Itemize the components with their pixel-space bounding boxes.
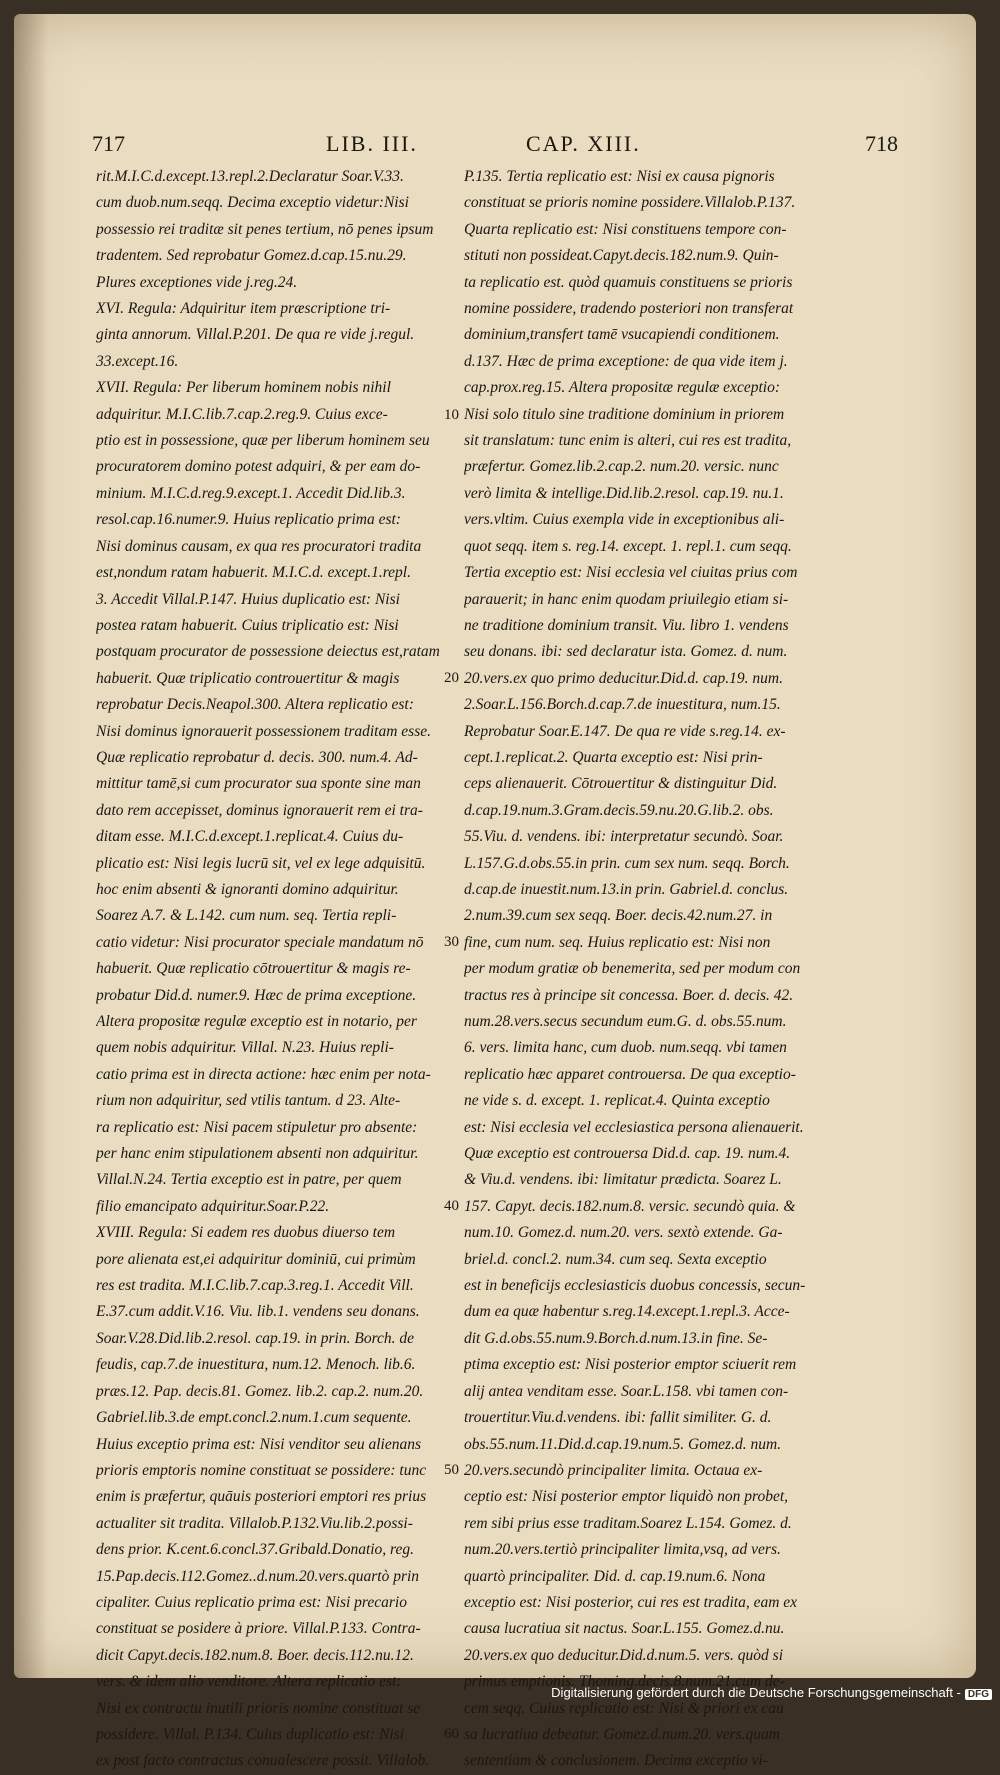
- text-line: Gabriel.lib.3.de empt.concl.2.num.1.cum sequente.: [96, 1409, 412, 1427]
- dfg-logo: DFG: [965, 1689, 992, 1700]
- text-line: 20.vers.ex quo primo deducitur.Did.d. cap.19. num.: [464, 669, 783, 687]
- text-line: dato rem accepisset, dominus ignorauerit rem ei tra-: [96, 801, 423, 819]
- text-line: trouertitur.Viu.d.vendens. ibi: fallit similiter. G. d.: [464, 1409, 772, 1427]
- text-line: tradentem. Sed reprobatur Gomez.d.cap.15.nu.29.: [96, 247, 407, 265]
- text-line: filio emancipato adquiritur.Soar.P.22.: [96, 1197, 330, 1215]
- text-line: replicatio hæc apparet controuersa. De qua exceptio-: [464, 1065, 796, 1083]
- text-line: minium. M.I.C.d.reg.9.except.1. Accedit Did.lib.3.: [96, 484, 406, 502]
- text-line: primus emptionis. Thoming.decis.8.num.21.cum de-: [464, 1673, 785, 1691]
- text-line: vers. & idem alio venditore. Altera replicatio est:: [96, 1673, 402, 1691]
- text-line: resol.cap.16.numer.9. Huius replicatio prima est:: [96, 511, 401, 529]
- text-line: Nisi solo titulo sine traditione dominium in priorem: [464, 405, 785, 423]
- line-number: 10: [444, 406, 459, 423]
- text-line: E.37.cum addit.V.16. Viu. lib.1. vendens seu donans.: [96, 1303, 420, 1321]
- text-line: rium non adquiritur, sed vtilis tantum. d 23. Alte-: [96, 1092, 401, 1110]
- text-line: possidere. Villal. P.134. Cuius duplicatio est: Nisi: [96, 1725, 404, 1743]
- text-line: num.10. Gomez.d. num.20. vers. sextò extende. Ga-: [464, 1224, 783, 1242]
- text-line: cum duob.num.seqq. Decima exceptio videtur:Nisi: [96, 194, 409, 212]
- text-line: possessio rei traditæ sit penes tertium, nō penes ipsum: [96, 220, 434, 238]
- text-line: sit translatum: tunc enim is alteri, cui res est tradita,: [464, 432, 792, 450]
- text-line: P.135. Tertia replicatio est: Nisi ex causa pignoris: [464, 168, 775, 185]
- text-line: catio prima est in directa actione: hæc enim per nota-: [96, 1065, 431, 1083]
- text-column-right: [464, 164, 812, 1775]
- text-line: constituat se prioris nomine possidere.Villalob.P.137.: [464, 194, 796, 212]
- text-line: ne traditione dominium transit. Viu. libro 1. vendens: [464, 616, 789, 634]
- text-line: præfertur. Gomez.lib.2.cap.2. num.20. versic. nunc: [464, 458, 779, 476]
- text-line: cept.1.replicat.2. Quarta exceptio est: Nisi prin-: [464, 748, 763, 766]
- text-line: 20.vers.ex quo deducitur.Did.d.num.5. vers. quòd si: [464, 1646, 783, 1664]
- text-line: Soarez A.7. & L.142. cum num. seq. Tertia repli-: [96, 907, 397, 925]
- text-line: obs.55.num.11.Did.d.cap.19.num.5. Gomez.d. num.: [464, 1435, 782, 1453]
- text-line: d.137. Hæc de prima exceptione: de qua vide item j.: [464, 352, 788, 370]
- text-line: enim is præfertur, quāuis posteriori emptori res prius: [96, 1488, 427, 1506]
- text-line: Soar.V.28.Did.lib.2.resol. cap.19. in prin. Borch. de: [96, 1329, 415, 1347]
- text-line: est in beneficijs ecclesiasticis duobus concessis, secun-: [464, 1277, 806, 1295]
- text-line: exceptio est: Nisi posterior, cui res est tradita, eam ex: [464, 1593, 798, 1611]
- text-line: rit.M.I.C.d.except.13.repl.2.Declaratur Soar.V.33.: [96, 168, 404, 185]
- text-line: fine, cum num. seq. Huius replicatio est: Nisi non: [464, 933, 771, 951]
- text-line: feudis, cap.7.de inuestitura, num.12. Menoch. lib.6.: [96, 1356, 416, 1374]
- text-line: quartò principaliter. Did. d. cap.19.num.6. Nona: [464, 1567, 766, 1585]
- text-line: Villal.N.24. Tertia exceptio est in patre, per quem: [96, 1171, 402, 1189]
- text-line: est,nondum ratam habuerit. M.I.C.d. except.1.repl.: [96, 564, 411, 582]
- book-label: LIB. III.: [326, 131, 418, 156]
- text-line: cap.prox.reg.15. Altera propositæ regulæ exceptio:: [464, 379, 780, 397]
- text-line: ex post facto contractus conualescere possit. Villalob.: [96, 1752, 430, 1770]
- text-line: 15.Pap.decis.112.Gomez..d.num.20.vers.quartò prin: [96, 1567, 420, 1585]
- text-line: vers.vltim. Cuius exempla vide in exceptionibus ali-: [464, 511, 785, 529]
- line-number: 50: [444, 1462, 459, 1479]
- text-line: probatur Did.d. numer.9. Hæc de prima exceptione.: [96, 986, 417, 1004]
- text-line: postea ratam habuerit. Cuius triplicatio est: Nisi: [96, 616, 399, 634]
- text-line: habuerit. Quæ replicatio cōtrouertitur & magis re-: [96, 960, 411, 978]
- text-line: mittitur tamē,si cum procurator sua sponte sine man: [96, 775, 421, 793]
- text-line: d.cap.de inuestit.num.13.in prin. Gabriel.d. conclus.: [464, 880, 789, 898]
- text-line: plicatio est: Nisi legis lucrū sit, vel ex lege adquisitū.: [96, 854, 426, 872]
- text-line: cipaliter. Cuius replicatio prima est: Nisi precario: [96, 1593, 407, 1611]
- text-line: ceps alienauerit. Cōtrouertitur & distinguitur Did.: [464, 775, 778, 793]
- text-line: Quæ exceptio est controuersa Did.d. cap. 19. num.4.: [464, 1145, 791, 1163]
- text-line: alij antea venditam esse. Soar.L.158. vbi tamen con-: [464, 1382, 789, 1400]
- text-line: dit G.d.obs.55.num.9.Borch.d.num.13.in fine. Se-: [464, 1329, 768, 1347]
- text-line: num.20.vers.tertiò principaliter limita,vsq, ad vers.: [464, 1541, 781, 1559]
- text-line: tractus res à principe sit concessa. Boer. d. decis. 42.: [464, 986, 794, 1004]
- text-line: 20.vers.secundò principaliter limita. Octaua ex-: [464, 1461, 763, 1479]
- text-line: ptima exceptio est: Nisi posterior emptor sciuerit rem: [464, 1356, 797, 1374]
- text-line: quot seqq. item s. reg.14. except. 1. repl.1. cum seqq.: [464, 537, 792, 555]
- text-line: adquiritur. M.I.C.lib.7.cap.2.reg.9. Cuius exce-: [96, 405, 388, 423]
- running-head: [74, 131, 916, 161]
- line-number: 20: [444, 670, 459, 687]
- text-line: parauerit; in hanc enim quodam priuilegio etiam si-: [464, 590, 789, 608]
- text-line: actualiter sit tradita. Villalob.P.132.Viu.lib.2.possi-: [96, 1514, 413, 1532]
- text-line: Plures exceptiones vide j.reg.24.: [96, 273, 298, 291]
- text-line: XVII. Regula: Per liberum hominem nobis nihil: [96, 379, 391, 397]
- text-line: res est tradita. M.I.C.lib.7.cap.3.reg.1. Accedit Vill.: [96, 1277, 414, 1295]
- text-line: pore alienata est,ei adquiritur dominiū, cui primùm: [96, 1250, 416, 1268]
- text-line: 2.num.39.cum sex seqq. Boer. decis.42.num.27. in: [464, 907, 773, 925]
- line-number: 30: [444, 934, 459, 951]
- page-number-left: 717: [92, 131, 125, 156]
- chapter-label: CAP. XIII.: [526, 131, 641, 156]
- text-line: 3. Accedit Villal.P.147. Huius duplicatio est: Nisi: [96, 590, 400, 608]
- text-line: dominium,transfert tamē vsucapiendi conditionem.: [464, 326, 780, 344]
- text-line: Quarta replicatio est: Nisi constituens tempore con-: [464, 220, 787, 238]
- text-line: ptio est in possessione, quæ per liberum hominem seu: [96, 432, 430, 450]
- text-line: sa lucratiua debeatur. Gomez.d.num.20. vers.quam: [464, 1725, 781, 1743]
- line-number: 60: [444, 1726, 459, 1743]
- text-line: hoc enim absenti & ignoranti domino adquiritur.: [96, 880, 399, 898]
- text-line: sententiam & conclusionem. Decima exceptio vi-: [464, 1752, 768, 1770]
- digitization-credit: [551, 1685, 992, 1700]
- text-line: postquam procurator de possessione deiectus est,ratam: [96, 643, 440, 661]
- text-line: ginta annorum. Villal.P.201. De qua re vide j.regul.: [96, 326, 415, 344]
- text-line: ra replicatio est: Nisi pacem stipuletur pro absente:: [96, 1118, 418, 1136]
- text-line: 157. Capyt. decis.182.num.8. versic. secundò quia. &: [464, 1197, 796, 1215]
- text-line: dens prior. K.cent.6.concl.37.Gribald.Donatio, reg.: [96, 1541, 415, 1559]
- text-line: prioris emptoris nomine constituat se possidere: tunc: [96, 1461, 427, 1479]
- line-number: 40: [444, 1198, 459, 1215]
- text-line: Huius exceptio prima est: Nisi venditor seu alienans: [96, 1435, 422, 1453]
- text-line: Tertia exceptio est: Nisi ecclesia vel ciuitas prius com: [464, 564, 798, 582]
- text-line: num.28.vers.secus secundum eum.G. d. obs.55.num.: [464, 1013, 787, 1030]
- text-line: L.157.G.d.obs.55.in prin. cum sex num. seqq. Borch.: [464, 854, 790, 872]
- text-line: quem nobis adquiritur. Villal. N.23. Huius repli-: [96, 1039, 394, 1057]
- text-line: Nisi dominus causam, ex qua res procuratori tradita: [96, 537, 422, 555]
- text-line: Reprobatur Soar.E.147. De qua re vide s.reg.14. ex-: [464, 722, 786, 740]
- text-line: catio videtur: Nisi procurator speciale mandatum nō: [96, 933, 424, 951]
- text-line: præs.12. Pap. decis.81. Gomez. lib.2. cap.2. num.20.: [96, 1382, 424, 1400]
- text-line: ditam esse. M.I.C.d.except.1.replicat.4. Cuius du-: [96, 828, 404, 846]
- text-line: Nisi ex contractu inutili prioris nomine constituat se: [96, 1699, 421, 1717]
- text-line: per hanc enim stipulationem absenti non adquiritur.: [96, 1145, 419, 1163]
- text-line: constituat se posidere à priore. Villal.P.133. Contra-: [96, 1620, 421, 1638]
- text-line: ne vide s. d. except. 1. replicat.4. Quinta exceptio: [464, 1092, 770, 1110]
- text-line: ta replicatio est. quòd quamuis constituens se prioris: [464, 273, 793, 291]
- text-line: dicit Capyt.decis.182.num.8. Boer. decis.112.nu.12.: [96, 1646, 414, 1664]
- text-line: verò limita & intellige.Did.lib.2.resol. cap.19. nu.1.: [464, 484, 784, 502]
- text-line: & Viu.d. vendens. ibi: limitatur prædicta. Soarez L.: [464, 1171, 782, 1189]
- text-line: XVI. Regula: Adquiritur item præscriptione tri-: [96, 300, 391, 318]
- text-line: dum ea quæ habentur s.reg.14.except.1.repl.3. Acce-: [464, 1303, 790, 1321]
- text-line: reprobatur Decis.Neapol.300. Altera replicatio est:: [96, 696, 414, 714]
- text-line: 6. vers. limita hanc, cum duob. num.seqq. vbi tamen: [464, 1039, 787, 1057]
- text-line: Altera propositæ regulæ exceptio est in notario, per: [96, 1013, 417, 1030]
- text-line: d.cap.19.num.3.Gram.decis.59.nu.20.G.lib.2. obs.: [464, 801, 774, 819]
- text-line: per modum gratiæ ob benemerita, sed per modum con: [464, 960, 801, 978]
- text-line: cem seqq. Cuius replicatio est: Nisi & priori ex cau: [464, 1699, 784, 1717]
- text-column-left: [96, 164, 446, 1775]
- text-line: 55.Viu. d. vendens. ibi: interpretatur secundò. Soar.: [464, 828, 784, 846]
- page-number-right: 718: [865, 131, 898, 156]
- text-line: ceptio est: Nisi posterior emptor liquidò non probet,: [464, 1488, 789, 1506]
- text-line: procuratorem domino potest adquiri, & per eam do-: [96, 458, 421, 476]
- text-line: 2.Soar.L.156.Borch.d.cap.7.de inuestitura, num.15.: [464, 696, 781, 714]
- text-line: rem sibi prius esse traditam.Soarez L.154. Gomez. d.: [464, 1514, 792, 1532]
- text-line: nomine possidere, tradendo posteriori non transferat: [464, 300, 794, 318]
- text-line: Quæ replicatio reprobatur d. decis. 300. num.4. Ad-: [96, 748, 418, 766]
- text-line: briel.d. concl.2. num.34. cum seq. Sexta exceptio: [464, 1250, 767, 1268]
- text-line: stituti non possideat.Capyt.decis.182.num.9. Quin-: [464, 247, 779, 265]
- text-line: habuerit. Quæ triplicatio controuertitur & magis: [96, 669, 400, 687]
- credit-text: Digitalisierung gefördert durch die Deutsche Forschungsgemeinschaft -: [551, 1685, 961, 1700]
- text-line: 33.except.16.: [96, 352, 179, 370]
- text-line: Nisi dominus ignorauerit possessionem traditam esse.: [96, 722, 431, 740]
- text-line: XVIII. Regula: Si eadem res duobus diuerso tem: [96, 1224, 396, 1242]
- text-line: causa lucratiua sit nactus. Soar.L.155. Gomez.d.nu.: [464, 1620, 785, 1638]
- text-line: seu donans. ibi: sed declaratur ista. Gomez. d. num.: [464, 643, 788, 661]
- text-line: est: Nisi ecclesia vel ecclesiastica persona alienauerit.: [464, 1118, 804, 1136]
